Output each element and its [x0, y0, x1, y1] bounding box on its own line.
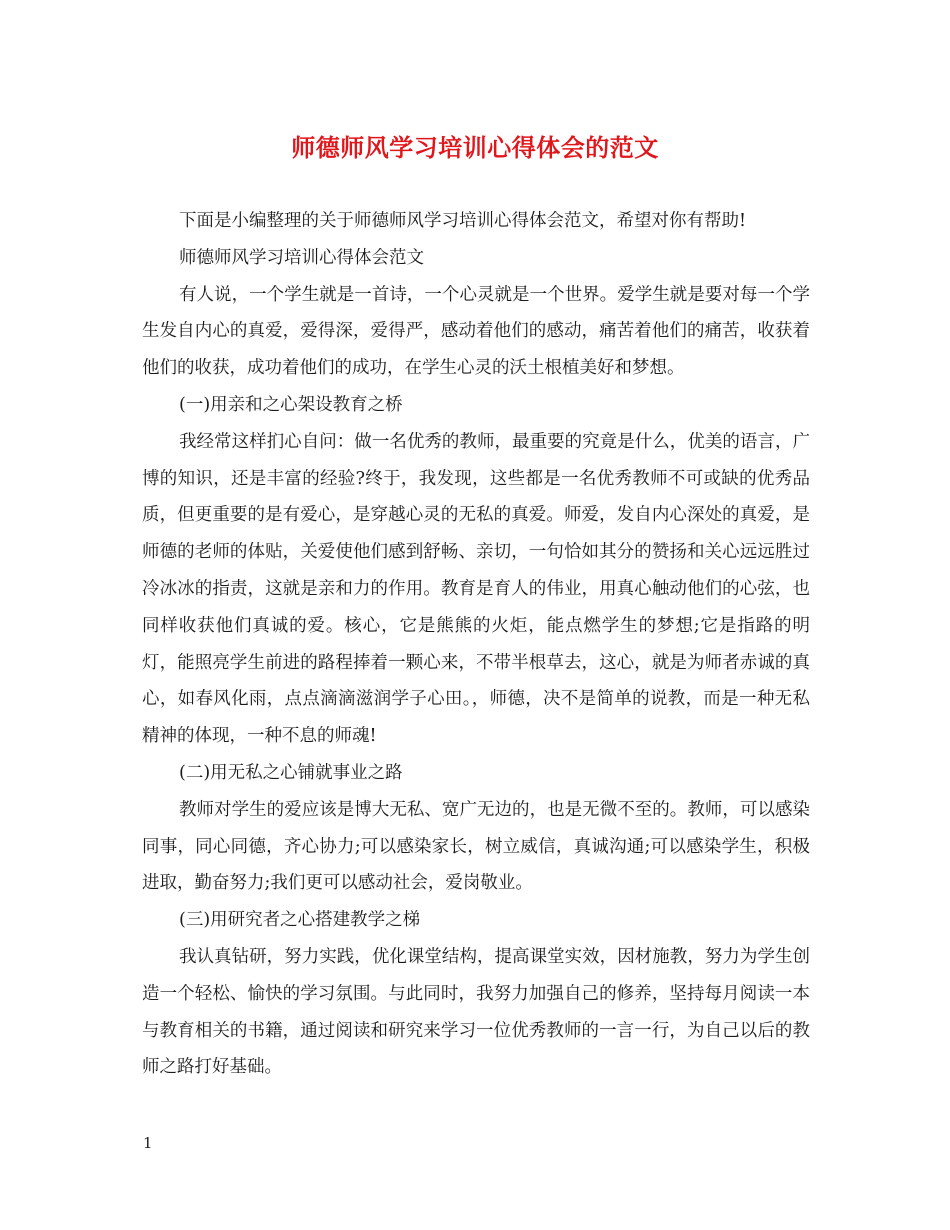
section-heading: (一)用亲和之心架设教育之桥 — [179, 394, 403, 415]
section-heading: (三)用研究者之心搭建教学之梯 — [179, 910, 421, 931]
section-heading: (二)用无私之心铺就事业之路 — [179, 762, 403, 783]
page-number: 1 — [143, 1134, 153, 1152]
intro-paragraph: 下面是小编整理的关于师德师风学习培训心得体会范文，希望对你有帮助! — [179, 211, 747, 231]
body-paragraph: 教师对学生的爱应该是博大无私、宽广无边的，也是无微不至的。教师，可以感染同事，同心同德，齐心协力;可以感染家长，树立威信，真诚沟通;可以感染学生，积极进取，勤奋努力;我们更可以感动社会，爱岗敬业。 — [142, 799, 810, 894]
subtitle-paragraph: 师德师风学习培训心得体会范文 — [179, 247, 424, 268]
page-title: 师德师风学习培训心得体会的范文 — [291, 133, 659, 162]
document-body — [142, 203, 810, 1086]
body-paragraph: 我经常这样扪心自问：做一名优秀的教师，最重要的究竟是什么，优美的语言，广博的知识，还是丰富的经验?终于，我发现，这些都是一名优秀教师不可或缺的优秀品质，但更重要的是有爱心，是穿越心灵的无私的真爱。师爱，发自内心深处的真爱，是师德的老师的体贴，关爱使他们感到舒畅、亲切，一句恰如其分的赞扬和关心远远胜过冷冰冰的指责，这就是亲和力的作用。教育是育人的伟业，用真心触动他们的心弦，也同样收获他们真诚的爱。核心，它是熊熊的火炬，能点燃学生的梦想;它是指路的明灯，能照亮学生前进的路程捧着一颗心来，不带半根草去，这心，就是为师者赤诚的真心，如春风化雨，点点滴滴滋润学子心田。，师德，决不是简单的说教，而是一种无私精神的体现，一种不息的师魂! — [142, 431, 810, 747]
body-paragraph: 有人说，一个学生就是一首诗，一个心灵就是一个世界。爱学生就是要对每一个学生发自内心的真爱，爱得深，爱得严，感动着他们的感动，痛苦着他们的痛苦，收获着他们的收获，成功着他们的成功，在学生心灵的沃土根植美好和梦想。 — [142, 284, 810, 379]
body-paragraph: 我认真钻研，努力实践，优化课堂结构，提高课堂实效，因材施教，努力为学生创造一个轻松、愉快的学习氛围。与此同时，我努力加强自己的修养，坚持每月阅读一本与教育相关的书籍，通过阅读和研究来学习一位优秀教师的一言一行，为自己以后的教师之路打好基础。 — [142, 946, 810, 1078]
